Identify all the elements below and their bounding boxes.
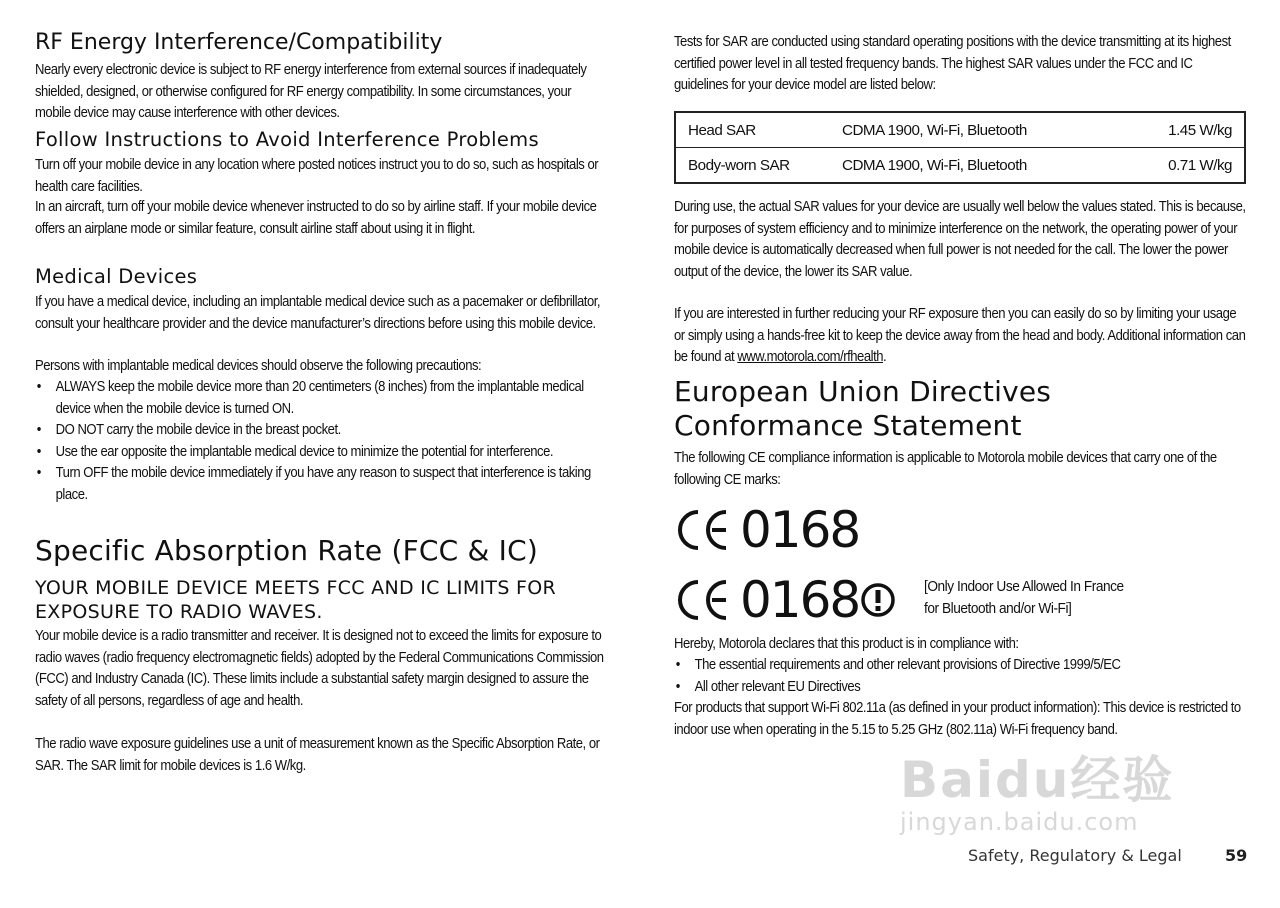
sar-tests-paragraph: Tests for SAR are conducted using standard operating positions with the device transmitting at its highest certified power level in all tested frequency bands. The highest SAR values under the FCC and IC guidelines for your device model are listed below: bbox=[674, 33, 1231, 93]
table-cell: Head SAR bbox=[675, 112, 830, 148]
medical-precautions-list bbox=[35, 376, 607, 505]
list-item: • All other relevant EU Directives bbox=[675, 677, 861, 695]
list-item: • The essential requirements and other relevant provisions of Directive 1999/5/EC bbox=[675, 656, 1121, 673]
rf-energy-paragraph: Nearly every electronic device is subject to RF energy interference from external sources if inadequately shielded, designed, or otherwise configured for RF energy compatibility. In some circumstances, your mobile device may cause interference with other devices. bbox=[35, 61, 587, 121]
alert-circle-icon bbox=[861, 583, 895, 617]
wifi-restriction-paragraph: For products that support Wi-Fi 802.11a (as defined in your product information): This device is restricted to indoor use when operating in the 5.15 to 5.25 GHz (802.11a) Wi-Fi frequency band. bbox=[674, 699, 1241, 738]
directives-list bbox=[674, 654, 1246, 697]
ce-note-line-1: [Only Indoor Use Allowed In France bbox=[924, 578, 1124, 595]
ce-mark-row-2 bbox=[676, 571, 895, 629]
ce-logo-icon bbox=[676, 508, 734, 552]
motorola-rfhealth-link[interactable]: www.motorola.com/rfhealth bbox=[737, 348, 884, 365]
ce-number: 0168 bbox=[740, 571, 860, 629]
watermark-bottom-text: jingyan.baidu.com bbox=[900, 808, 1139, 836]
rf-exposure-paragraph: If you are interested in further reducing your RF exposure then you can easily do so by limiting your usage or simply using a hands-free kit to keep the device away from the head and body. Additional information can be found at www.motorola.com/rfhealth. bbox=[674, 305, 1246, 365]
medical-devices-paragraph-1: If you have a medical device, including an implantable medical device such as a pacemaker or defibrillator, consult your healthcare provider and the device manufacturer’s directions before using this mobile device. bbox=[35, 293, 601, 332]
list-item: • Use the ear opposite the implantable medical device to minimize the potential for interference. bbox=[36, 442, 554, 460]
medical-devices-paragraph-2: Persons with implantable medical devices should observe the following precautions: bbox=[35, 357, 482, 374]
table-row bbox=[675, 148, 1245, 184]
sar-heading: Specific Absorption Rate (FCC & IC) bbox=[35, 534, 538, 567]
watermark-top-text: Baidu经验 bbox=[900, 751, 1175, 809]
eu-ce-paragraph: The following CE compliance information is applicable to Motorola mobile devices that carry one of the following CE marks: bbox=[674, 449, 1217, 488]
medical-devices-heading: Medical Devices bbox=[35, 265, 198, 288]
sar-paragraph-1: Your mobile device is a radio transmitter and receiver. It is designed not to exceed the limits for exposure to radio waves (radio frequency electromagnetic fields) adopted by the Federal Communications Commission (FCC) and Industry Canada (IC). These limits include a substantial safety margin designed to assure the safety of all persons, regardless of age and health. bbox=[35, 627, 604, 709]
ce-mark bbox=[676, 501, 860, 559]
list-item: • DO NOT carry the mobile device in the breast pocket. bbox=[36, 421, 341, 438]
list-item: • ALWAYS keep the mobile device more than 20 centimeters (8 inches) from the implantable medical device when the mobile device is turned ON. bbox=[36, 378, 584, 417]
ce-number: 0168 bbox=[740, 501, 860, 559]
table-cell: 0.71 W/kg bbox=[1124, 148, 1245, 184]
ce-logo-icon bbox=[676, 578, 734, 622]
sar-values-table bbox=[674, 111, 1246, 184]
during-use-paragraph: During use, the actual SAR values for your device are usually well below the values stated. This is because, for purposes of system efficiency and to minimize interference on the network, the operating power of your mobile device is automatically decreased when full power is not needed for the call. The lower the power output of the device, the lower its SAR value. bbox=[674, 198, 1246, 280]
table-row bbox=[675, 112, 1245, 148]
table-cell: CDMA 1900, Wi-Fi, Bluetooth bbox=[830, 148, 1124, 184]
follow-instructions-paragraph-2: In an aircraft, turn off your mobile device whenever instructed to do so by airline staff. If your mobile device offers an airplane mode or similar feature, consult airline staff about using it in flight. bbox=[35, 198, 597, 237]
follow-instructions-paragraph-1: Turn off your mobile device in any location where posted notices instruct you to do so, such as hospitals or health care facilities. bbox=[35, 156, 599, 195]
sar-caps-subheading: YOUR MOBILE DEVICE MEETS FCC AND IC LIMITS FOR EXPOSURE TO RADIO WAVES. bbox=[35, 577, 557, 623]
list-item: • Turn OFF the mobile device immediately if you have any reason to suspect that interference is taking place. bbox=[36, 464, 591, 503]
eu-directives-heading: European Union Directives Conformance Statement bbox=[674, 375, 1052, 442]
rf-energy-heading: RF Energy Interference/Compatibility bbox=[35, 30, 443, 55]
page-number: 59 bbox=[1225, 846, 1248, 865]
ce-note-line-2: for Bluetooth and/or Wi-Fi] bbox=[924, 600, 1072, 617]
table-cell: CDMA 1900, Wi-Fi, Bluetooth bbox=[830, 112, 1124, 148]
follow-instructions-heading: Follow Instructions to Avoid Interference Problems bbox=[35, 128, 539, 151]
footer-section-label: Safety, Regulatory & Legal bbox=[968, 846, 1182, 865]
ce-mark-row-1 bbox=[676, 501, 860, 559]
hereby-paragraph: Hereby, Motorola declares that this product is in compliance with: bbox=[674, 635, 1019, 652]
table-cell: Body-worn SAR bbox=[675, 148, 830, 184]
table-cell: 1.45 W/kg bbox=[1124, 112, 1245, 148]
ce-note bbox=[924, 576, 1194, 620]
sar-paragraph-2: The radio wave exposure guidelines use a unit of measurement known as the Specific Absorption Rate, or SAR. The SAR limit for mobile devices is 1.6 W/kg. bbox=[35, 735, 600, 774]
ce-mark-with-alert bbox=[676, 571, 895, 629]
